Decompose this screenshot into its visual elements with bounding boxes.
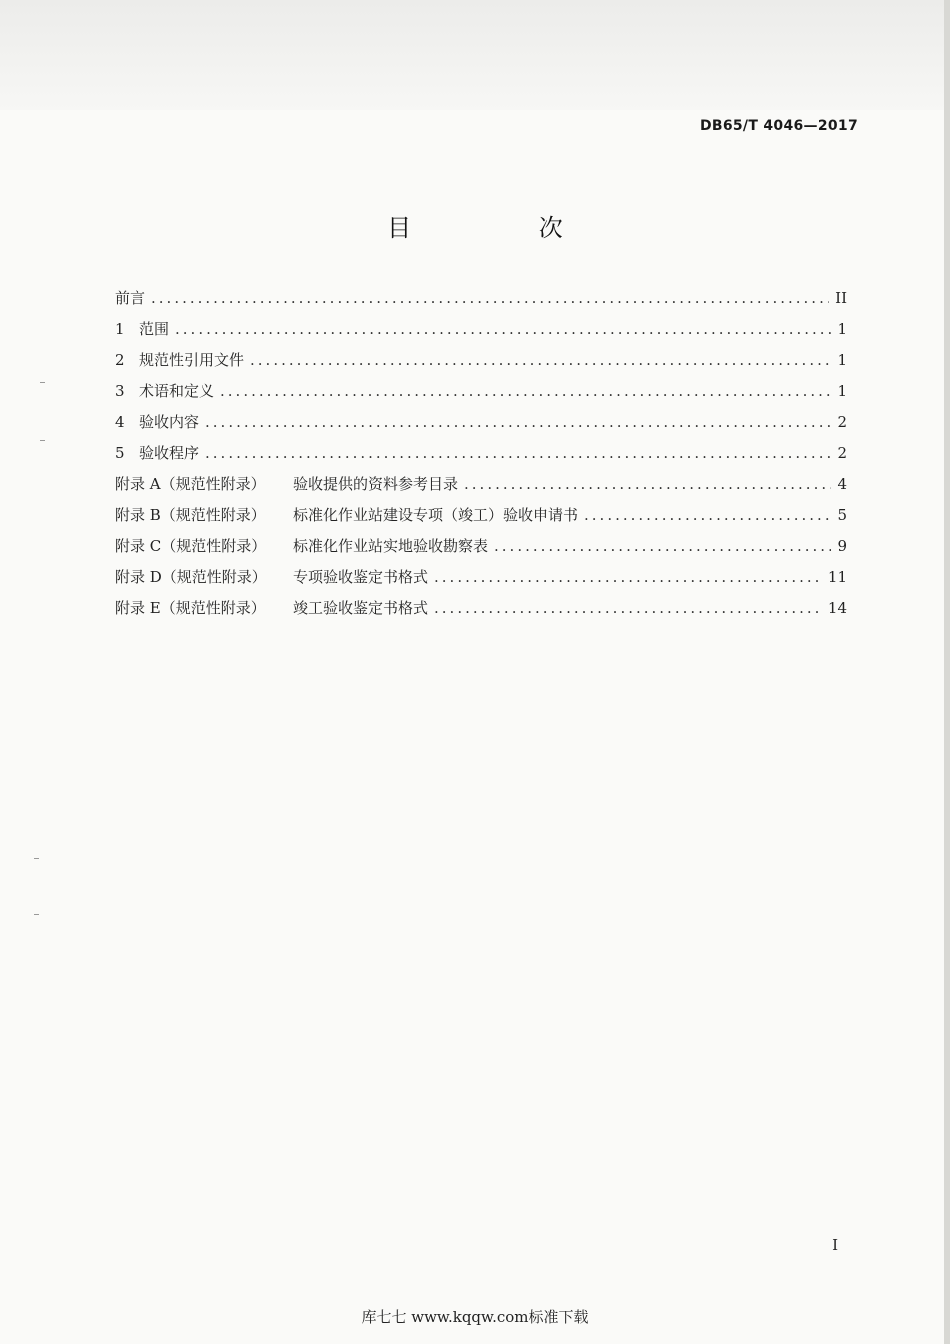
toc-leader-dots bbox=[205, 444, 831, 462]
toc-leader-dots bbox=[464, 475, 831, 493]
toc-entry-number: 4 bbox=[115, 413, 125, 431]
toc-appendix-prefix: 附录 B（规范性附录） bbox=[115, 506, 266, 524]
toc-leader-dots bbox=[220, 382, 831, 400]
toc-entry-label: 标准化作业站实地验收勘察表 bbox=[293, 537, 489, 555]
toc-entry-foreword[interactable] bbox=[115, 287, 847, 318]
scan-speck bbox=[34, 914, 39, 915]
toc-entry-label: 验收提供的资料参考目录 bbox=[293, 475, 459, 493]
toc-entry-3[interactable] bbox=[115, 380, 847, 411]
toc-entry-page: 11 bbox=[827, 568, 847, 586]
scan-speck bbox=[40, 440, 45, 441]
toc-entry-page: 5 bbox=[837, 506, 847, 524]
toc-leader-dots bbox=[434, 599, 822, 617]
toc-entry-label: 范围 bbox=[139, 320, 170, 338]
toc-entry-appendix-a[interactable] bbox=[115, 473, 847, 504]
toc-entry-label: 术语和定义 bbox=[139, 382, 215, 400]
toc-entry-label: 验收程序 bbox=[139, 444, 200, 462]
toc-leader-dots bbox=[434, 568, 822, 586]
toc-entry-number: 2 bbox=[115, 351, 125, 369]
toc-entry-appendix-d[interactable] bbox=[115, 566, 847, 597]
toc-entry-number: 1 bbox=[115, 320, 125, 338]
document-code: DB65/T 4046—2017 bbox=[699, 118, 858, 134]
scan-speck bbox=[40, 382, 45, 383]
scan-speck bbox=[34, 858, 39, 859]
toc-entry-label: 专项验收鉴定书格式 bbox=[293, 568, 429, 586]
toc-entry-page: 4 bbox=[837, 475, 847, 493]
toc-leader-dots bbox=[175, 320, 831, 338]
toc-entry-number: 5 bbox=[115, 444, 125, 462]
toc-appendix-prefix: 附录 A（规范性附录） bbox=[115, 475, 266, 493]
scan-shading bbox=[0, 0, 950, 110]
table-of-contents bbox=[115, 287, 847, 628]
toc-appendix-prefix: 附录 E（规范性附录） bbox=[115, 599, 266, 617]
toc-entry-appendix-c[interactable] bbox=[115, 535, 847, 566]
toc-entry-label: 规范性引用文件 bbox=[139, 351, 245, 369]
toc-entry-page: 2 bbox=[837, 413, 847, 431]
toc-entry-page: 1 bbox=[837, 382, 847, 400]
toc-entry-label: 验收内容 bbox=[139, 413, 200, 431]
toc-entry-appendix-b[interactable] bbox=[115, 504, 847, 535]
toc-leader-dots bbox=[494, 537, 831, 555]
toc-entry-appendix-e[interactable] bbox=[115, 597, 847, 628]
toc-entry-4[interactable] bbox=[115, 411, 847, 442]
toc-appendix-prefix: 附录 C（规范性附录） bbox=[115, 537, 267, 555]
toc-leader-dots bbox=[151, 289, 829, 307]
toc-entry-5[interactable] bbox=[115, 442, 847, 473]
toc-entry-page: 9 bbox=[837, 537, 847, 555]
page-edge bbox=[944, 0, 950, 1344]
toc-leader-dots bbox=[205, 413, 831, 431]
toc-entry-label: 前言 bbox=[115, 289, 146, 307]
toc-entry-page: 2 bbox=[837, 444, 847, 462]
toc-entry-number: 3 bbox=[115, 382, 125, 400]
toc-leader-dots bbox=[250, 351, 831, 369]
page-number: I bbox=[832, 1236, 838, 1254]
toc-entry-label: 标准化作业站建设专项（竣工）验收申请书 bbox=[293, 506, 579, 524]
toc-entry-2[interactable] bbox=[115, 349, 847, 380]
toc-entry-page: II bbox=[835, 289, 847, 307]
toc-entry-page: 1 bbox=[837, 351, 847, 369]
toc-entry-label: 竣工验收鉴定书格式 bbox=[293, 599, 429, 617]
toc-entry-1[interactable] bbox=[115, 318, 847, 349]
toc-entry-page: 1 bbox=[837, 320, 847, 338]
toc-entry-page: 14 bbox=[827, 599, 847, 617]
toc-leader-dots bbox=[584, 506, 831, 524]
toc-appendix-prefix: 附录 D（规范性附录） bbox=[115, 568, 267, 586]
page-title: 目 次 bbox=[387, 214, 623, 242]
footer-watermark[interactable]: 库七七 www.kqqw.com标准下载 bbox=[361, 1308, 589, 1326]
